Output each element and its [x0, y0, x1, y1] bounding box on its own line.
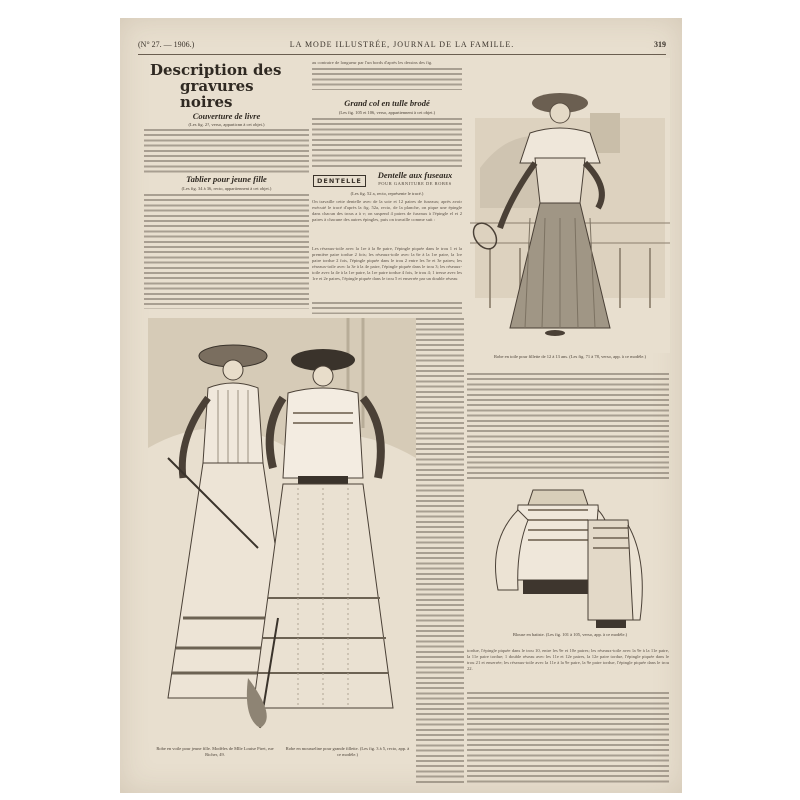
running-header	[138, 40, 666, 54]
dentelle-subtitle: POUR GARNITURE DE ROBES	[378, 181, 452, 186]
text-tablier	[144, 194, 309, 309]
text-narrow-column	[416, 318, 464, 783]
journal-title: LA MODE ILLUSTRÉE, JOURNAL DE LA FAMILLE.	[289, 40, 515, 49]
text-dentelle-intro: On travaille cette dentelle avec de la soie et 12 paires de fuseaux; après avoir exécuté le tracé d'après la fig. 52a, recto, de la planche, on pique une épingle dans chacun des trous a à v; on suspend 4 paires de fuseaux à l'épingle el et 2 paires à chacune des autres épingles, puis on travaille comme suit :	[312, 199, 462, 223]
issue-number: (N° 27. — 1906.)	[138, 40, 195, 49]
text-right-bottom: tordue, l'épingle piquée dans le trou 10, entre les 9e et 10e paires; les réseaux-toile avec la 9e à la 11e paire, la 11e paire tordue; 1 double réseau avec les 11e et 12e paires, la 12e paire tordue, l'épingle piquée dans le trou 21 et enserrée; les réseaux-toile avec la 11e à la 9e paire, la 9e paire tordue, l'épingle piquée dans le trou 22.	[467, 648, 669, 672]
ref-grand-col: (Les fig. 105 et 106, verso, appartiennent à cet objet.)	[338, 110, 436, 115]
text-middle-top: au contraire de longueur par l'un bords d'après les dessins des fig.	[312, 60, 433, 65]
heading-dentelle: Dentelle aux fuseaux	[377, 170, 453, 180]
title-line-1: Description des	[150, 61, 282, 79]
heading-couverture: Couverture de livre	[192, 111, 261, 121]
magazine-page	[120, 18, 682, 793]
dentelle-label-box: DENTELLE	[313, 175, 366, 187]
tennis-dress-illustration	[470, 58, 670, 353]
blouse-illustration	[488, 480, 648, 630]
title-line-2: gravures noires	[180, 77, 254, 111]
heading-tablier: Tablier pour jeune fille	[186, 174, 267, 184]
page-number: 319	[654, 40, 666, 49]
heading-grand-col: Grand col en tulle brodé	[344, 98, 430, 108]
page-title	[150, 62, 290, 110]
text-dentelle-continued: Les réseaux-toile avec la 1re à la 8e paire, l'épingle piquée dans le trou 1 et la première paire tordue 2 fois; les réseaux-toile avec la 6e à la 1re paire, la 1re paire tordue 2 fois, l'épingle piquée dans le trou 2 entre les 5e et 3e paires; les réseaux-toile avec la 3e à la 4e paire, l'épingle piquée dans le trou 3; les réseaux-toile avec la 4e à la 1re paire, la 1re paire tordue 4 fois, le trou 4; 1 tresse avec les 1re et 2e paires, l'épingle piquée dans le trou 5 et enserrée par un double réseau	[312, 246, 462, 282]
header-rule	[138, 54, 666, 55]
text-right-bottom-more	[467, 692, 669, 784]
ref-dentelle: (Les fig. 52 a, recto, représente le tracé.)	[350, 191, 424, 196]
ref-tablier: (Les fig. 34 à 36, recto, appartiennent à cet objet.)	[181, 186, 272, 191]
text-grand-col	[312, 118, 462, 170]
ref-couverture: (Les fig. 2?, verso, apparticnn à cet objet.)	[188, 122, 265, 127]
caption-tennis-dress: Robe en toile pour fillette de 12 à 13 ans. (Les fig. 71 à 78, verso, app. à ce modèle.)	[493, 354, 647, 359]
caption-blouse: Blouse en batiste. (Les fig. 101 à 105, verso, app. à ce modèle.)	[512, 632, 628, 637]
text-couverture	[144, 129, 309, 173]
two-gowns-illustration	[148, 318, 416, 743]
caption-left-gown: Robe en voile pour jeune fille. Modèles de Mlle Louise Piret, rue Richer, 49.	[156, 746, 274, 757]
text-right-middle	[467, 373, 669, 481]
text-dentelle-more	[312, 302, 462, 314]
text-middle-intro	[312, 68, 462, 90]
caption-right-gown: Robe en mousseline pour grande fillette. (Les fig. 3 à 5, recto, app. à ce modèle.)	[285, 746, 410, 757]
